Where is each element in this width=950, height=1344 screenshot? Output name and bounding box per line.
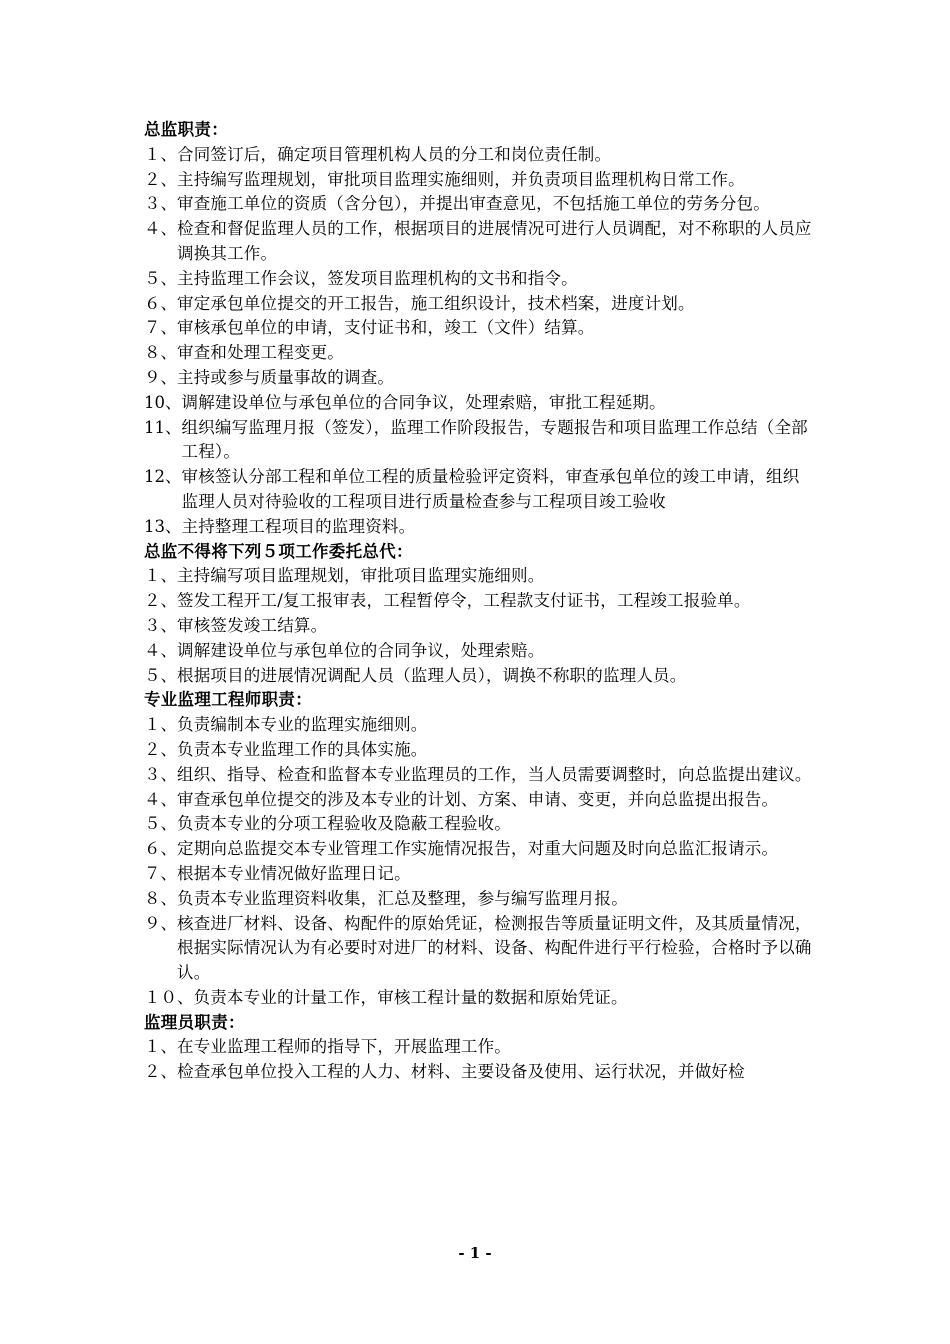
- list-item-text: 主持监理工作会议，签发项目监理机构的文书和指令。: [177, 268, 578, 288]
- list-item: [144, 465, 814, 515]
- list-item: [144, 738, 814, 763]
- list-item-text: 检查和督促监理人员的工作，根据项目的进展情况可进行人员调配，对不称职的人员应调换其工作。: [177, 219, 812, 263]
- list-item: [144, 267, 814, 292]
- list-item-text: 负责本专业监理资料收集，汇总及整理，参与编写监理月报。: [177, 888, 628, 908]
- page-number: - 1 -: [458, 1244, 492, 1262]
- list-item-number: ６、: [144, 839, 177, 859]
- list-item-text: 根据项目的进展情况调配人员（监理人员），调换不称职的监理人员。: [177, 665, 687, 685]
- list-item: [144, 316, 814, 341]
- list-item-text: 组织编写监理月报（签发），监理工作阶段报告，专题报告和项目监理工作总结（全部工程）。: [181, 417, 808, 462]
- list-item: [144, 887, 814, 912]
- list-item-number: ５、: [144, 814, 177, 834]
- list-item: [144, 912, 814, 986]
- list-item: [144, 713, 814, 738]
- list-item: [144, 143, 814, 168]
- list-item: [144, 1060, 814, 1085]
- list-item-text: 调解建设单位与承包单位的合同争议，处理索赔。: [177, 640, 545, 660]
- list-item-text: 审核签认分部工程和单位工程的质量检验评定资料，审查承包单位的竣工申请，组织监理人员对待验收的工程项目进行质量检查参与工程项目竣工验收: [181, 467, 800, 511]
- list-item-text: 在专业监理工程师的指导下，开展监理工作。: [177, 1037, 511, 1057]
- list-item: [144, 862, 814, 887]
- list-item-text: 主持编写项目监理规划，审批项目监理实施细则。: [177, 566, 545, 586]
- list-item: [144, 366, 814, 391]
- list-item-number: ２、: [144, 1062, 177, 1082]
- list-item-text: 定期向总监提交本专业管理工作实施情况报告，对重大问题及时向总监汇报请示。: [177, 839, 779, 859]
- list-item: [144, 168, 814, 193]
- list-item-number: ７、: [144, 318, 177, 338]
- list-item-text: 审查承包单位提交的涉及本专业的计划、方案、申请、变更，并向总监提出报告。: [177, 789, 779, 809]
- list-item-number: ９、: [144, 367, 177, 387]
- list-item-number: ３、: [144, 764, 177, 784]
- list-item-text: 审查施工单位的资质（含分包），并提出审查意见，不包括施工单位的劳务分包。: [177, 194, 770, 214]
- list-item: [144, 664, 814, 689]
- list-item-number: ４、: [144, 789, 177, 809]
- list-item-text: 调解建设单位与承包单位的合同争议，处理索赔，审批工程延期。: [181, 392, 666, 412]
- list-item-number: １、: [144, 566, 177, 586]
- list-item-number: １、: [144, 144, 177, 164]
- list-item: [144, 837, 814, 862]
- list-item: [144, 292, 814, 317]
- list-item-number: ２、: [144, 169, 177, 189]
- list-item-number: １、: [144, 1037, 177, 1057]
- list-item: [144, 763, 814, 788]
- list-item: [144, 217, 814, 267]
- list-item: [144, 192, 814, 217]
- list-item-number: ９、: [144, 913, 177, 933]
- list-item: [144, 416, 814, 466]
- list-item-number: ２、: [144, 739, 177, 759]
- list-item-number: ２、: [144, 591, 177, 611]
- list-item-number: ３、: [144, 194, 177, 214]
- list-item-text: 审核承包单位的申请，支付证书和，竣工（文件）结算。: [177, 318, 595, 338]
- list-item: [144, 1035, 814, 1060]
- section-heading: 专业监理工程师职责：: [144, 690, 312, 710]
- list-item-text: 签发工程开工/复工报审表，工程暂停令，工程款支付证书，工程竣工报验单。: [177, 591, 751, 611]
- list-item-number: 13、: [144, 516, 182, 536]
- list-item-text: 审核签发竣工结算。: [177, 615, 328, 635]
- list-item-number: 12、: [144, 467, 182, 487]
- list-item: [144, 614, 814, 639]
- section-heading: 总监职责：: [144, 120, 228, 139]
- list-item: [144, 341, 814, 366]
- list-item-text: 主持整理工程项目的监理资料。: [181, 516, 416, 536]
- list-item-text: 合同签订后，确定项目管理机构人员的分工和岗位责任制。: [177, 144, 612, 164]
- list-item-number: ５、: [144, 268, 177, 288]
- list-item: [144, 564, 814, 589]
- list-item-text: 负责本专业的计量工作，审核工程计量的数据和原始凭证。: [193, 987, 628, 1007]
- list-item-text: 审查和处理工程变更。: [177, 343, 344, 363]
- list-item-text: 根据本专业情况做好监理日记。: [177, 863, 411, 883]
- list-item-text: 主持或参与质量事故的调查。: [177, 367, 395, 387]
- document-body: [144, 118, 814, 1085]
- list-item-number: ７、: [144, 863, 177, 883]
- list-item-number: １０、: [144, 987, 194, 1007]
- list-item-text: 检查承包单位投入工程的人力、材料、主要设备及使用、运行状况，并做好检: [177, 1062, 745, 1082]
- section-heading: 监理员职责：: [144, 1012, 245, 1032]
- list-item: [144, 788, 814, 813]
- list-item-text: 负责本专业监理工作的具体实施。: [177, 739, 428, 759]
- list-item-number: ４、: [144, 640, 177, 660]
- list-item-number: １、: [144, 715, 177, 735]
- list-item-number: ５、: [144, 665, 177, 685]
- list-item-number: 10、: [144, 392, 182, 412]
- list-item: [144, 515, 814, 540]
- list-item-number: ３、: [144, 615, 177, 635]
- list-item-text: 审定承包单位提交的开工报告，施工组织设计，技术档案，进度计划。: [177, 293, 695, 313]
- list-item-number: ８、: [144, 888, 177, 908]
- section-heading: 总监不得将下列５项工作委托总代：: [144, 541, 413, 561]
- list-item-text: 核查进厂材料、设备、构配件的原始凭证，检测报告等质量证明文件，及其质量情况，根据实际情况认为有必要时对进厂的材料、设备、构配件进行平行检验，合格时予以确认。: [177, 913, 812, 983]
- list-item-text: 组织、指导、检查和监督本专业监理员的工作，当人员需要调整时，向总监提出建议。: [177, 764, 812, 784]
- list-item: [144, 391, 814, 416]
- list-item-text: 主持编写监理规划，审批项目监理实施细则，并负责项目监理机构日常工作。: [177, 169, 745, 189]
- list-item-number: ８、: [144, 343, 177, 363]
- list-item: [144, 589, 814, 614]
- list-item: [144, 812, 814, 837]
- list-item-number: 11、: [144, 417, 182, 437]
- list-item: [144, 639, 814, 664]
- list-item-number: ４、: [144, 219, 177, 239]
- list-item-number: ６、: [144, 293, 177, 313]
- list-item: [144, 986, 814, 1011]
- list-item-text: 负责编制本专业的监理实施细则。: [177, 715, 428, 735]
- list-item-text: 负责本专业的分项工程验收及隐蔽工程验收。: [177, 814, 511, 834]
